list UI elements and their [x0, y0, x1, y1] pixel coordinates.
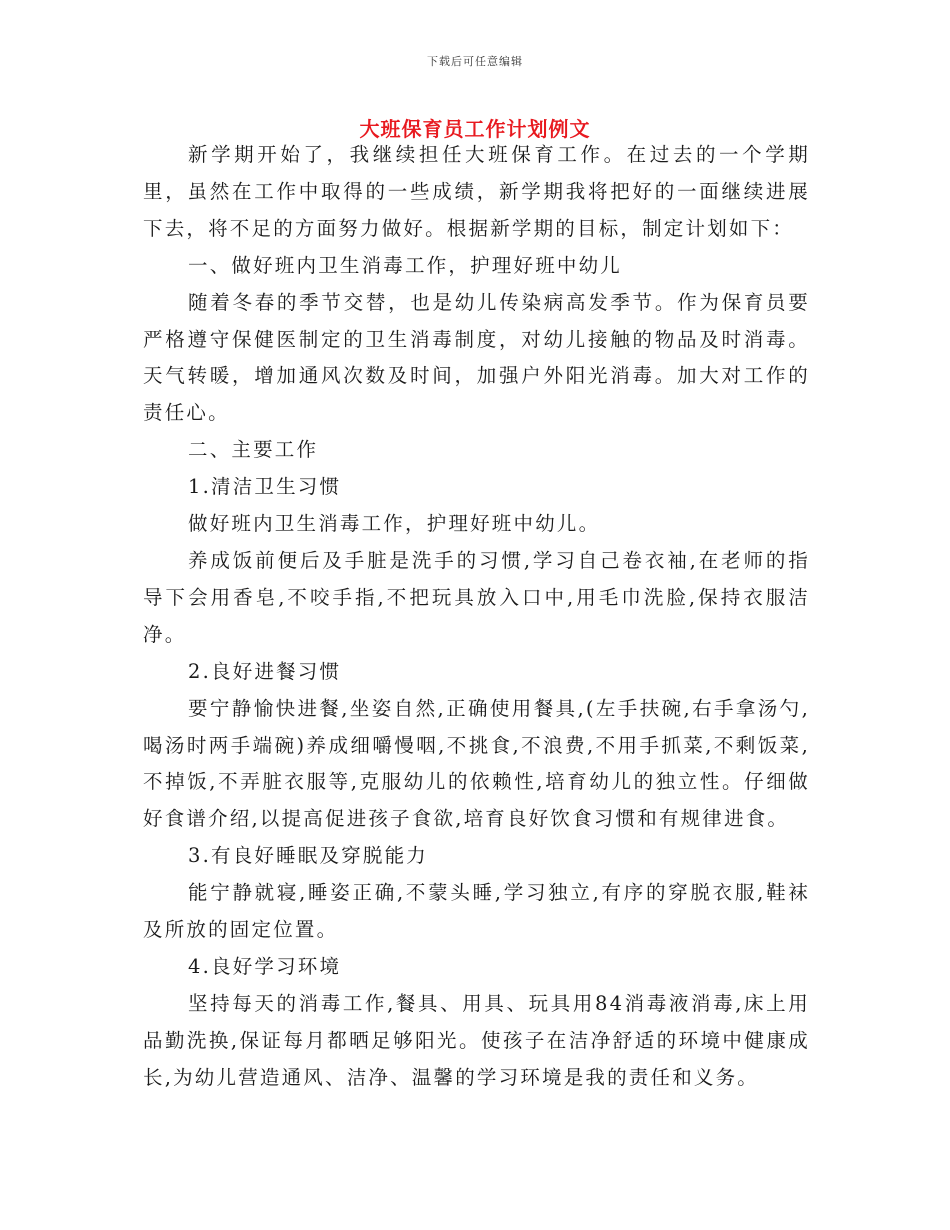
paragraph-intro: 新学期开始了，我继续担任大班保育工作。在过去的一个学期里，虽然在工作中取得的一些成绩，新学期我将把好的一面继续进展下去，将不足的方面努力做好。根据新学期的目标，制定计划如下：	[143, 143, 810, 240]
paragraph-sleeping: 能宁静就寝,睡姿正确,不蒙头睡,学习独立,有序的穿脱衣服,鞋袜及所放的固定位置。	[143, 881, 810, 942]
header-note: 下载后可任意编辑	[427, 55, 523, 68]
paragraph-hygiene: 随着冬春的季节交替，也是幼儿传染病高发季节。作为保育员要严格遵守保健医制定的卫生消毒制度，对幼儿接触的物品及时消毒。天气转暖，增加通风次数及时间，加强户外阳光消毒。加大对工作的责任心。	[143, 290, 810, 425]
document-title: 大班保育员工作计划例文	[359, 117, 591, 141]
paragraph-cleanliness-1: 做好班内卫生消毒工作，护理好班中幼儿。	[188, 512, 601, 536]
paragraph-environment: 坚持每天的消毒工作,餐具、用具、玩具用84消毒液消毒,床上用品勤洗换,保证每月都晒足够阳光。使孩子在洁净舒适的环境中健康成长,为幼儿营造通风、洁净、温馨的学习环境是我的责任和义务。	[143, 991, 810, 1089]
section-heading-2: 二、主要工作	[188, 438, 319, 462]
paragraph-eating: 要宁静愉快进餐,坐姿自然,正确使用餐具,(左手扶碗,右手拿汤勺,喝汤时两手端碗)养成细嚼慢咽,不挑食,不浪费,不用手抓菜,不剩饭菜,不掉饭,不弄脏衣服等,克服幼儿的依赖性,培育幼儿的独立性。仔细做好食谱介绍,以提高促进孩子食欲,培育良好饮食习惯和有规律进食。	[143, 696, 810, 831]
paragraph-cleanliness-2: 养成饭前便后及手脏是洗手的习惯,学习自己卷衣袖,在老师的指导下会用香皂,不咬手指,不把玩具放入口中,用毛巾洗脸,保持衣服洁净。	[143, 548, 810, 646]
subheading-cleanliness: 1.清洁卫生习惯	[188, 475, 342, 499]
document-body	[143, 137, 810, 1097]
subheading-environment: 4.良好学习环境	[188, 954, 342, 978]
subheading-eating: 2.良好进餐习惯	[188, 659, 342, 683]
subheading-sleeping: 3.有良好睡眠及穿脱能力	[188, 844, 429, 868]
section-heading-1: 一、做好班内卫生消毒工作，护理好班中幼儿	[188, 253, 623, 277]
